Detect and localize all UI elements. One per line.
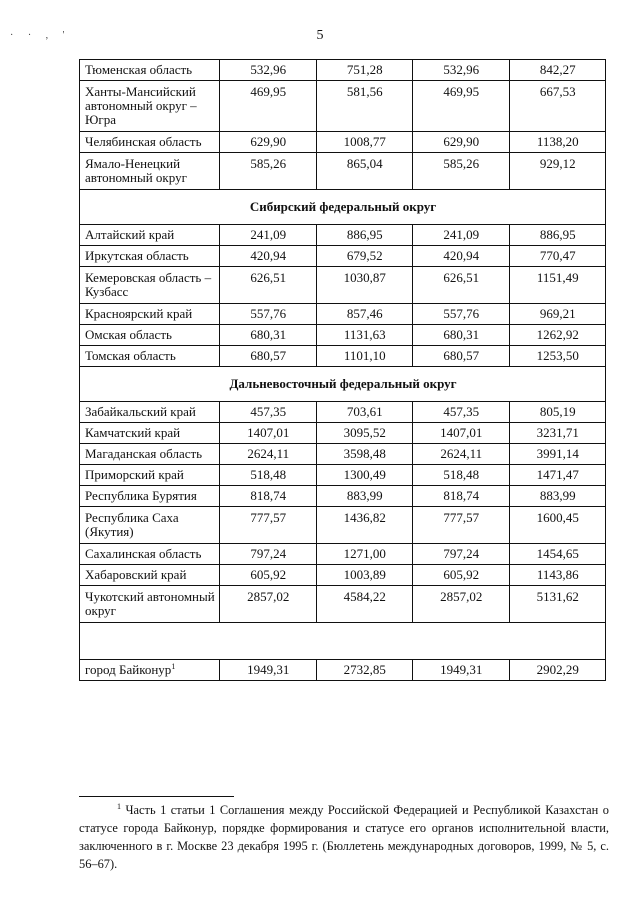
value-cell: 751,28 bbox=[316, 60, 413, 81]
value-cell: 883,99 bbox=[316, 486, 413, 507]
value-cell: 1600,45 bbox=[509, 507, 606, 544]
value-cell: 1454,65 bbox=[509, 544, 606, 565]
table-row bbox=[80, 423, 606, 444]
value-cell: 777,57 bbox=[413, 507, 510, 544]
footnote bbox=[79, 801, 609, 873]
value-cell: 797,24 bbox=[220, 544, 317, 565]
footnote-rule bbox=[79, 796, 234, 797]
value-cell: 818,74 bbox=[220, 486, 317, 507]
value-cell: 1471,47 bbox=[509, 465, 606, 486]
value-cell: 2902,29 bbox=[509, 660, 606, 681]
value-cell: 3598,48 bbox=[316, 444, 413, 465]
value-cell: 2857,02 bbox=[413, 586, 510, 623]
footnote-marker: 1 bbox=[117, 802, 121, 811]
region-name-cell bbox=[80, 246, 220, 267]
value-cell: 1143,86 bbox=[509, 565, 606, 586]
region-name-cell bbox=[80, 660, 220, 681]
value-cell: 241,09 bbox=[413, 225, 510, 246]
value-cell: 777,57 bbox=[220, 507, 317, 544]
region-name-cell bbox=[80, 225, 220, 246]
value-cell: 865,04 bbox=[316, 153, 413, 190]
table-row bbox=[80, 132, 606, 153]
value-cell: 2732,85 bbox=[316, 660, 413, 681]
value-cell: 3991,14 bbox=[509, 444, 606, 465]
region-name: Приморский край bbox=[85, 467, 184, 482]
value-cell: 969,21 bbox=[509, 304, 606, 325]
region-name: Красноярский край bbox=[85, 306, 193, 321]
value-cell: 703,61 bbox=[316, 402, 413, 423]
region-name-cell bbox=[80, 325, 220, 346]
value-cell: 518,48 bbox=[220, 465, 317, 486]
region-name-cell bbox=[80, 153, 220, 190]
region-name: Магаданская область bbox=[85, 446, 203, 461]
table-row bbox=[80, 544, 606, 565]
region-name: Ямало-Ненецкий автономный округ bbox=[85, 156, 187, 185]
table-row bbox=[80, 153, 606, 190]
value-cell: 680,31 bbox=[220, 325, 317, 346]
value-cell: 420,94 bbox=[413, 246, 510, 267]
table-row bbox=[80, 225, 606, 246]
table-row bbox=[80, 246, 606, 267]
table-row bbox=[80, 267, 606, 304]
table-row bbox=[80, 346, 606, 367]
value-cell: 886,95 bbox=[316, 225, 413, 246]
region-name: Челябинская область bbox=[85, 134, 202, 149]
value-cell: 5131,62 bbox=[509, 586, 606, 623]
region-name: Республика Бурятия bbox=[85, 488, 197, 503]
table-row bbox=[80, 660, 606, 681]
value-cell: 605,92 bbox=[220, 565, 317, 586]
value-cell: 241,09 bbox=[220, 225, 317, 246]
value-cell: 1008,77 bbox=[316, 132, 413, 153]
value-cell: 626,51 bbox=[413, 267, 510, 304]
table-row bbox=[80, 60, 606, 81]
value-cell: 629,90 bbox=[413, 132, 510, 153]
table-row bbox=[80, 507, 606, 544]
region-name: Омская область bbox=[85, 327, 172, 342]
region-name-cell bbox=[80, 346, 220, 367]
value-cell: 457,35 bbox=[413, 402, 510, 423]
value-cell: 629,90 bbox=[220, 132, 317, 153]
value-cell: 1949,31 bbox=[413, 660, 510, 681]
value-cell: 2624,11 bbox=[220, 444, 317, 465]
section-title: Сибирский федеральный округ bbox=[80, 190, 606, 225]
region-name: город Байконур bbox=[85, 662, 172, 677]
value-cell: 1300,49 bbox=[316, 465, 413, 486]
value-cell: 626,51 bbox=[220, 267, 317, 304]
footnote-reference: 1 bbox=[171, 662, 176, 671]
section-header-row bbox=[80, 367, 606, 402]
value-cell: 469,95 bbox=[413, 81, 510, 132]
value-cell: 532,96 bbox=[413, 60, 510, 81]
value-cell: 581,56 bbox=[316, 81, 413, 132]
table-body bbox=[80, 60, 606, 681]
table-row bbox=[80, 465, 606, 486]
value-cell: 1436,82 bbox=[316, 507, 413, 544]
value-cell: 2857,02 bbox=[220, 586, 317, 623]
value-cell: 1101,10 bbox=[316, 346, 413, 367]
table-row bbox=[80, 325, 606, 346]
value-cell: 680,57 bbox=[413, 346, 510, 367]
value-cell: 883,99 bbox=[509, 486, 606, 507]
region-name: Сахалинская область bbox=[85, 546, 202, 561]
page-number: 5 bbox=[316, 28, 324, 43]
value-cell: 1271,00 bbox=[316, 544, 413, 565]
table-row bbox=[80, 486, 606, 507]
region-name: Ханты-Мансийский автономный округ – Югра bbox=[85, 84, 197, 127]
region-name: Кемеровская область – Кузбасс bbox=[85, 270, 212, 299]
value-cell: 1407,01 bbox=[220, 423, 317, 444]
value-cell: 857,46 bbox=[316, 304, 413, 325]
value-cell: 805,19 bbox=[509, 402, 606, 423]
value-cell: 605,92 bbox=[413, 565, 510, 586]
region-name: Республика Саха (Якутия) bbox=[85, 510, 179, 539]
region-name-cell bbox=[80, 507, 220, 544]
value-cell: 1138,20 bbox=[509, 132, 606, 153]
region-name: Томская область bbox=[85, 348, 176, 363]
value-cell: 557,76 bbox=[220, 304, 317, 325]
value-cell: 886,95 bbox=[509, 225, 606, 246]
scan-marks: · · , ' bbox=[10, 30, 71, 41]
value-cell: 1262,92 bbox=[509, 325, 606, 346]
region-name: Хабаровский край bbox=[85, 567, 187, 582]
section-header-row bbox=[80, 190, 606, 225]
region-name-cell bbox=[80, 132, 220, 153]
blank-row bbox=[80, 623, 606, 660]
value-cell: 680,57 bbox=[220, 346, 317, 367]
value-cell: 1407,01 bbox=[413, 423, 510, 444]
region-name: Забайкальский край bbox=[85, 404, 196, 419]
value-cell: 3095,52 bbox=[316, 423, 413, 444]
value-cell: 557,76 bbox=[413, 304, 510, 325]
region-name: Чукотский автономный округ bbox=[85, 589, 215, 618]
region-name-cell bbox=[80, 444, 220, 465]
value-cell: 469,95 bbox=[220, 81, 317, 132]
region-name-cell bbox=[80, 402, 220, 423]
region-name: Камчатский край bbox=[85, 425, 181, 440]
value-cell: 518,48 bbox=[413, 465, 510, 486]
footnote-text: Часть 1 статьи 1 Соглашения между Российской Федерацией и Республикой Казахстан о статусе города Байконур, порядке формирования и статусе его органов исполнительной власти, заключенного в г. Москве 23 декабря 1995 г. (Бюллетень международных договоров, 1999, № 5, с. 56–67). bbox=[79, 803, 609, 871]
region-name-cell bbox=[80, 60, 220, 81]
region-name: Иркутская область bbox=[85, 248, 189, 263]
table-row bbox=[80, 444, 606, 465]
value-cell: 1949,31 bbox=[220, 660, 317, 681]
value-cell: 3231,71 bbox=[509, 423, 606, 444]
value-cell: 818,74 bbox=[413, 486, 510, 507]
value-cell: 1030,87 bbox=[316, 267, 413, 304]
value-cell: 797,24 bbox=[413, 544, 510, 565]
region-name-cell bbox=[80, 304, 220, 325]
value-cell: 680,31 bbox=[413, 325, 510, 346]
region-name-cell bbox=[80, 81, 220, 132]
value-cell: 1253,50 bbox=[509, 346, 606, 367]
blank-cell bbox=[80, 623, 606, 660]
region-name-cell bbox=[80, 465, 220, 486]
value-cell: 929,12 bbox=[509, 153, 606, 190]
value-cell: 1131,63 bbox=[316, 325, 413, 346]
value-cell: 457,35 bbox=[220, 402, 317, 423]
value-cell: 1003,89 bbox=[316, 565, 413, 586]
table-row bbox=[80, 565, 606, 586]
region-name-cell bbox=[80, 586, 220, 623]
region-name-cell bbox=[80, 486, 220, 507]
value-cell: 1151,49 bbox=[509, 267, 606, 304]
value-cell: 532,96 bbox=[220, 60, 317, 81]
value-cell: 2624,11 bbox=[413, 444, 510, 465]
value-cell: 4584,22 bbox=[316, 586, 413, 623]
value-cell: 585,26 bbox=[413, 153, 510, 190]
region-name-cell bbox=[80, 565, 220, 586]
table-row bbox=[80, 81, 606, 132]
region-name: Алтайский край bbox=[85, 227, 175, 242]
table-row bbox=[80, 304, 606, 325]
value-cell: 585,26 bbox=[220, 153, 317, 190]
value-cell: 770,47 bbox=[509, 246, 606, 267]
value-cell: 667,53 bbox=[509, 81, 606, 132]
value-cell: 679,52 bbox=[316, 246, 413, 267]
region-name-cell bbox=[80, 423, 220, 444]
value-cell: 420,94 bbox=[220, 246, 317, 267]
region-name: Тюменская область bbox=[85, 62, 193, 77]
section-title: Дальневосточный федеральный округ bbox=[80, 367, 606, 402]
table-row bbox=[80, 402, 606, 423]
tariff-table bbox=[79, 59, 606, 681]
region-name-cell bbox=[80, 267, 220, 304]
region-name-cell bbox=[80, 544, 220, 565]
table-row bbox=[80, 586, 606, 623]
value-cell: 842,27 bbox=[509, 60, 606, 81]
